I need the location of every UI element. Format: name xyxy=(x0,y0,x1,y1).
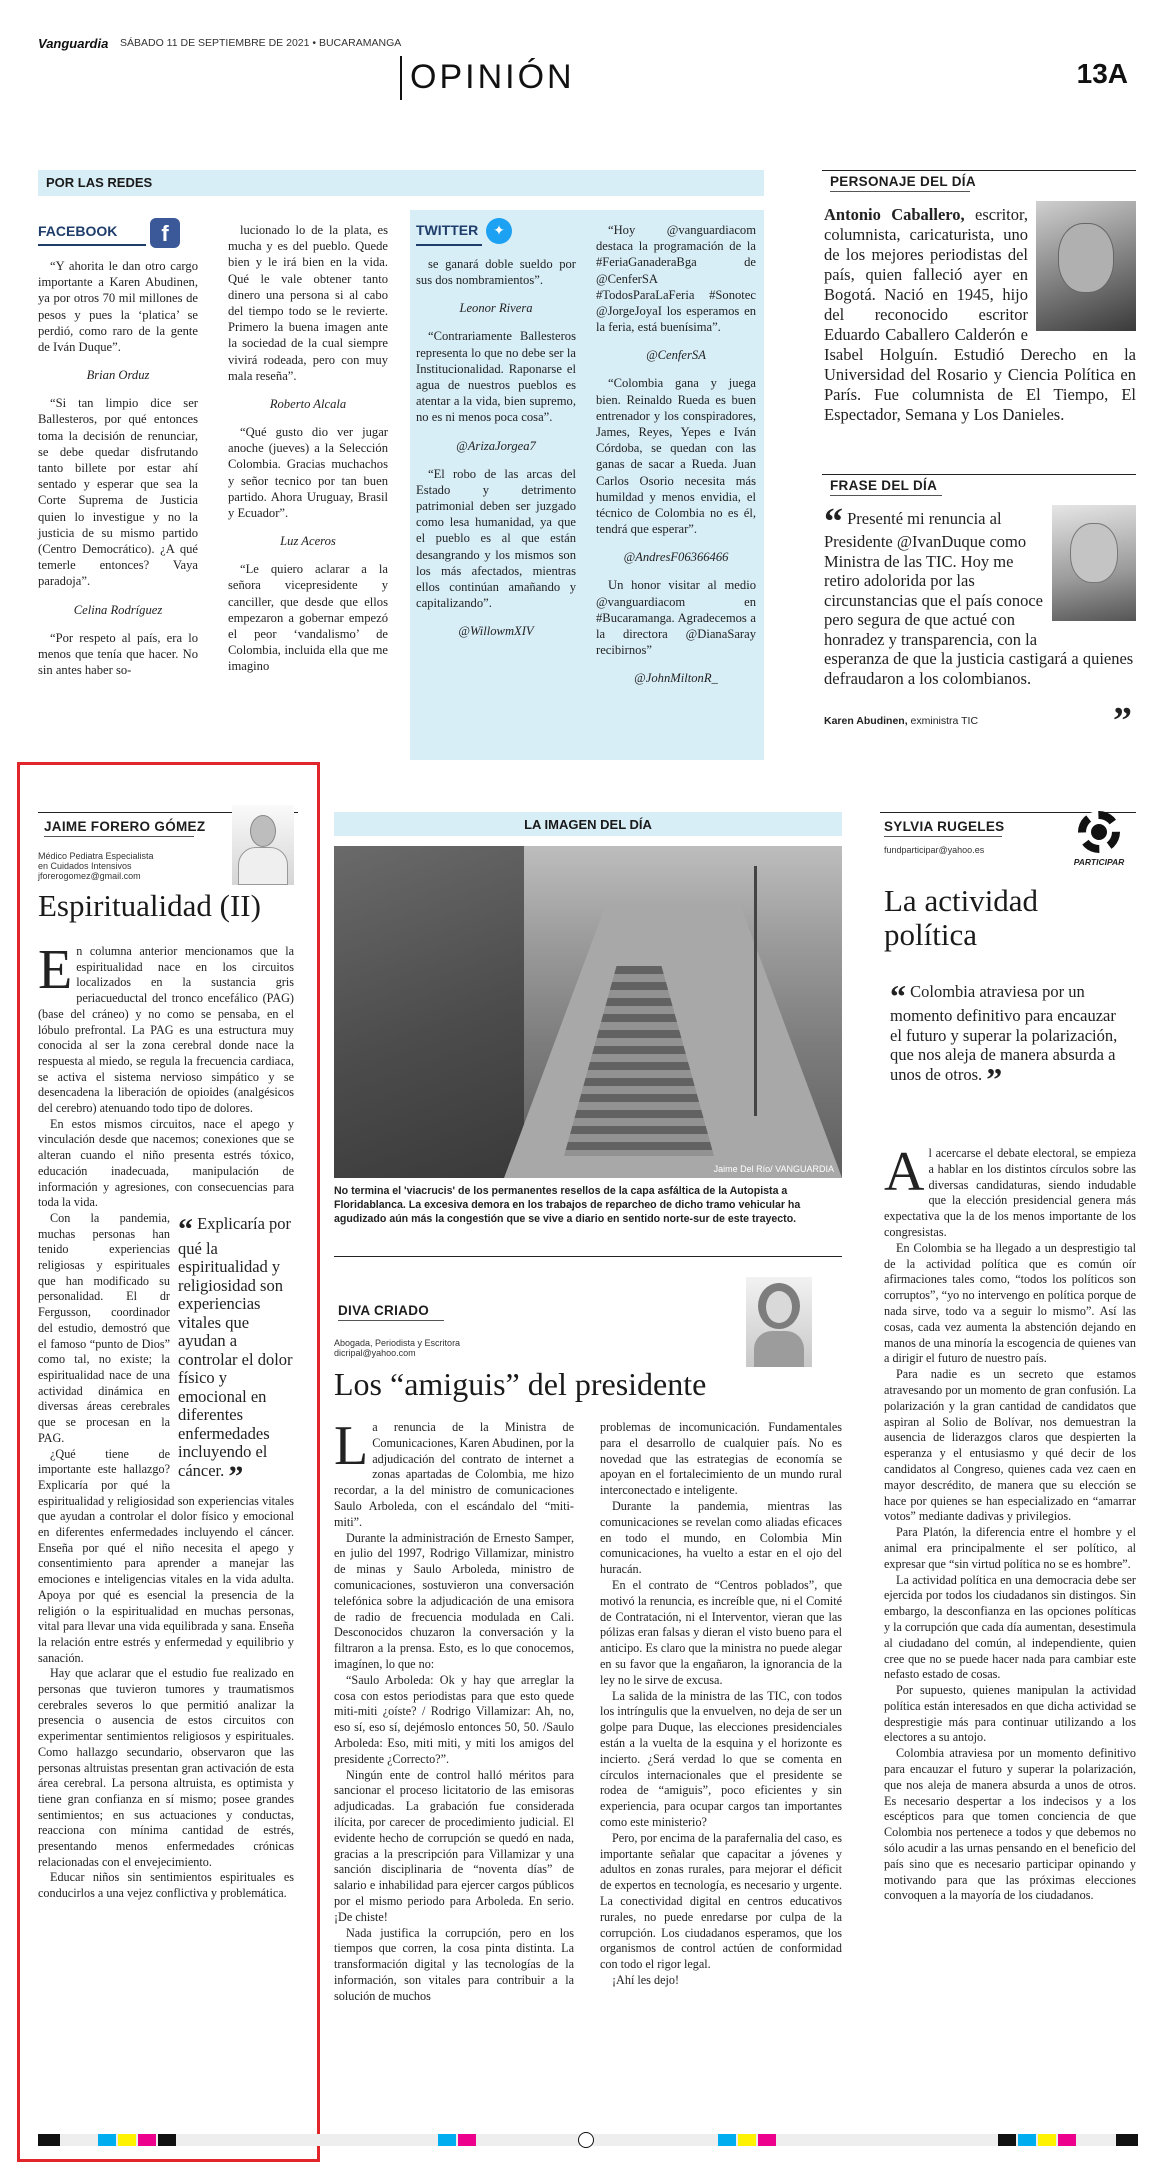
article-paragraph: Pero, por encima de la parafernalia del caso, es importante señalar que capacitar a jóvenes y adultos en zonas rurales, para mejorar el déficit de expertos en tecnología, es necesario y urgente. La conectividad digital en centros educativos rurales, no puede enredarse por culpa de la corrupción. Los ciudadanos esperamos, que los organismos de control actúen de conformidad con todo el rigor legal. xyxy=(600,1830,842,1972)
jaime-bio-line1: Médico Pediatra Especialista xyxy=(38,851,154,861)
facebook-header xyxy=(38,218,188,248)
reg-cyan xyxy=(438,2134,456,2146)
sylvia-pull-close-quote: ” xyxy=(986,1060,1003,1097)
post-text: “Qué gusto dio ver jugar anoche (jueves) a la Selección Colombia. Gracias muchachos y señor tecnico por tan buen partido. Ahora Uruguay, Brasil y Ecuador”. xyxy=(228,425,388,521)
sylvia-pull-open-quote: “ xyxy=(890,978,906,1014)
jaime-author-underline xyxy=(44,836,194,837)
diva-avatar xyxy=(746,1277,812,1367)
sylvia-author: SYLVIA RUGELES xyxy=(884,819,1005,834)
diva-title: Los “amiguis” del presidente xyxy=(334,1366,707,1402)
jaime-bio-line2: en Cuidados Intensivos xyxy=(38,861,132,871)
imagen-photo xyxy=(334,846,842,1178)
article-paragraph: En el contrato de “Centros poblados”, que motivó la renuncia, es increíble que, ni el Comité de Contratación, ni el Interventor, vieran que las pólizas eran falsas y dieran el visto bueno para el anticipo. Es claro que la ministra no puede alegar en su favor que la engañaron, la ignorancia de la ley no le sirve de excusa. xyxy=(600,1577,842,1687)
sylvia-lead: l acercarse el debate electoral, se empieza a hablar en los distintos círculos sobre las diversas candidaturas, siendo indudable que la elección presidencial genera más expectativa que la de los menos importante de los congresistas. xyxy=(884,1146,1136,1239)
sylvia-pull-quote xyxy=(890,978,1126,1097)
jaime-lead: n columna anterior mencionamos que la espiritualidad nace en los circuitos localizados en la sustancia gris periacueductal del tronco encefálico (PAG) (base del cráneo) y no como se pensaba, en el lóbulo prefrontal. La PAG es una estructura muy conocida al ser la zona cerebral donde nace la respuesta al miedo, se regula la frecuencia cardiaca, se activa el sistema nervioso simpático y se desencadena la liberación de opioides (analgésicos del cerebro) atenuando todo tipo de dolores. xyxy=(38,944,294,1116)
dateline: SÁBADO 11 DE SEPTIEMBRE DE 2021 • BUCARAMANGA xyxy=(120,37,402,49)
reg-cyan xyxy=(718,2134,736,2146)
personaje-body: escritor, columnista, caricaturista, uno de los mejores periodistas del país, quien falleció ayer en Bogotá. Nació en 1945, hijo del reconocido escritor Eduardo Caballero Calderón e Isabel Holguín. Estudió Derecho en la Universidad del Rosario y Ciencia Política en París. Fue columnista de El Tiempo, El Espectador, Semana y Los Danieles. xyxy=(824,205,1136,424)
frase-open-quote: “ xyxy=(824,501,843,543)
jaime-pull-text: Explicaría por qué la espiritualidad y religiosidad son experiencias vitales que ayudan a controlar el dolor físico y emocional en diferentes enfermedades incluyendo el cáncer. xyxy=(178,1213,293,1480)
article-paragraph: Durante la administración de Ernesto Samper, en julio del 1997, Rodrigo Villamizar, ministro de minas y Saulo Arboleda, ministro de comunicaciones, sostuvieron una conversación telefónica sobre la adjudicación de una emisora de radio de frecuencia modulada en Cali. Desconocidos chuzaron la conversación y la filtraron a la prensa. Esto, es lo que conocemos, imagínen, lo que no: xyxy=(334,1530,574,1671)
article-paragraph: Por supuesto, quienes manipulan la actividad política están interesados en que dicha actividad se desprestigie más para continuar utilizando a los electores a su antojo. xyxy=(884,1683,1136,1745)
reg-yellow xyxy=(118,2134,136,2146)
post-author: Luz Aceros xyxy=(280,534,336,549)
article-paragraph: En Colombia se ha llegado a un desprestigio tal de la actividad política que es común oír afirmaciones tales como, “todos los políticos son corruptos”, “yo no intervengo en política porque de nada sirve, todo va a seguir lo mismo”. Así las cosas, cada vez aumenta la abstención dejando en manos de una minoría la escogencia de quienes van a dirigir el futuro de nuestro país. xyxy=(884,1240,1136,1366)
reg-magenta xyxy=(458,2134,476,2146)
jaime-body xyxy=(38,939,294,1902)
registration-strip xyxy=(38,2134,1138,2146)
personaje-text xyxy=(824,205,1136,425)
facebook-label: FACEBOOK xyxy=(38,223,118,239)
imagen-streetlight xyxy=(754,866,757,1116)
post-author: Celina Rodríguez xyxy=(73,602,163,617)
article-paragraph: Colombia atraviesa por un momento definitivo para encauzar el futuro y superar la polarización, que nos aleja de manera absurda a unos de otros. Es necesario despertar a los indecisos y a los escépticos para que tomen conciencia de que Colombia nos pertenece a todos y que debemos no sólo acudir a las urnas pensando en el beneficio del país sino que es necesario participar opinando y motivando para que las próximas elecciones convoquen a la mayoría de los ciudadanos. xyxy=(884,1746,1136,1903)
registration-mark-icon xyxy=(578,2132,594,2148)
sylvia-byline xyxy=(880,812,1136,872)
post-author: @ArizaJorgea7 xyxy=(456,438,536,453)
post-text: “Hoy @vanguardiacom destaca la programación de la #FeriaGanaderaBga de @CenferSA #TodosParaLaFeria #Sonotec @JorgeJoyaI los esperamos en la feria, está buenísima”. xyxy=(596,223,756,335)
jaime-paragraph: Con la pandemia, muchas personas han tenido experiencias religiosas y espirituales que han modificado su personalidad. El dr Fergusson, coordinador del estudio, demostró que el famoso “punto de Dios” como tal, no existe; la espiritualidad nace de una actividad dinámica en diversas áreas cerebrales que se procesan en la PAG. xyxy=(38,1210,170,1445)
reg-black xyxy=(38,2134,60,2146)
frase-photo-float xyxy=(1044,509,1136,631)
redes-column-4 xyxy=(596,222,756,698)
diva-avatar-face xyxy=(766,1291,792,1323)
article-paragraph: ¡Ahí les dejo! xyxy=(612,1972,680,1987)
post-author: Roberto Alcala xyxy=(269,397,347,412)
frase-author-name: Karen Abudinen, xyxy=(824,715,908,727)
facebook-underline xyxy=(38,244,146,246)
diva-column-2 xyxy=(600,1420,842,1989)
imagen-hillside xyxy=(334,846,524,1178)
jaime-paragraph: Hay que aclarar que el estudio fue realizado en personas que tuvieron tumores y traumatismos cerebrales severos lo que permitió analizar la presencia o ausencia de estos circuitos con experimentar sentimientos religiosos y espirituales. Como hallazgo secundario, observaron que las personas altruistas presentan gran activación de esta área cerebral. La persona altruista, es optimista y tiene gran confianza en sí mismo; posee grandes sentimientos; en sus actuaciones y conductas, reacciona con mínima cantidad de estrés, presentando menos enfermedades crónicas relacionadas con el envejecimiento. xyxy=(38,1666,294,1869)
sylvia-author-underline xyxy=(884,836,1002,837)
section-title: OPINIÓN xyxy=(410,58,575,96)
imagen-header-bar xyxy=(334,812,842,836)
frase-close-quote: ” xyxy=(1113,700,1132,742)
jaime-bio xyxy=(38,851,154,881)
page-number: 13A xyxy=(1076,58,1128,89)
post-text: “Le quiero aclarar a la señora vicepresidente y canciller, que desde que ellos empezaron a gobernar empezó el peor ‘vandalismo’ de Colombia, incluida ella que me imagino xyxy=(228,562,388,674)
reg-magenta xyxy=(758,2134,776,2146)
personaje-label: PERSONAJE DEL DÍA xyxy=(830,174,976,189)
jaime-pull-close-quote: ” xyxy=(228,1459,244,1493)
twitter-header xyxy=(416,218,536,248)
post-text: se ganará doble sueldo por sus dos nombramientos”. xyxy=(416,257,576,288)
frase-label-underline xyxy=(830,495,942,496)
diva-bio xyxy=(334,1338,460,1358)
reg-black xyxy=(1116,2134,1138,2146)
diva-dropcap: L xyxy=(334,1415,369,1477)
article-paragraph: La actividad política en una democracia debe ser ejercida por todos los ciudadanos sin distingos. Sin embargo, la desconfianza en las opciones políticas y la corrupción que cada día aumentan, desestimula al ciudadano del común, al independiente, quien cree que no se puede hacer nada para cambiar este nefasto estado de cosas. xyxy=(884,1572,1136,1682)
personaje-label-underline xyxy=(830,191,970,192)
gear-icon-center xyxy=(1091,824,1107,840)
reg-cyan xyxy=(98,2134,116,2146)
reg-black xyxy=(158,2134,176,2146)
post-text: “Y ahorita le dan otro cargo importante a Karen Abudinen, ya por otros 70 mil millones de pesos y pues la ‘platica’ se perdió, como raro de la gente de Iván Duque”. xyxy=(38,259,198,355)
post-author: @AndresF06366466 xyxy=(623,550,729,565)
personaje-box xyxy=(822,170,1136,450)
jaime-avatar xyxy=(232,805,294,885)
frase-quote: Presenté mi renuncia al Presidente @IvanDuque como Ministra de las TIC. Hoy me retiro adolorida por las circunstancias que el país conoce pero segura de que actué con honradez y transparencia, con la esperanza de que la justicia castigará a quienes defraudaron a los colombianos. xyxy=(824,509,1134,688)
post-text: “El robo de las arcas del Estado y detrimento patrimonial deben ser juzgado como lesa humanidad, ya que el pueblo es al que están desangrando y los mismos son los más afectados, mientras ellos continúan amañando y capitalizando”. xyxy=(416,466,576,611)
post-text: lucionado lo de la plata, es mucha y es del pueblo. Quede bien y le irá bien en la vida. Qué le vale obtener tanto dinero una persona si al cabo del tiempo todo se le revierte. Primero la buena imagen ante la sociedad de la cual siempre vivirá rodeada, pero con muy mala reseña”. xyxy=(228,223,388,383)
frase-label: FRASE DEL DÍA xyxy=(830,478,938,493)
twitter-underline xyxy=(416,244,482,246)
reg-yellow xyxy=(1038,2134,1056,2146)
reg-black xyxy=(998,2134,1016,2146)
jaime-author: JAIME FORERO GÓMEZ xyxy=(44,819,206,834)
article-paragraph: a renuncia de la Ministra de Comunicaciones, Karen Abudinen, por la adjudicación del contrato de internet a zonas apartadas de Colombia, me hizo recordar, a la del ministro de comunicaciones Saulo Arboleda, con el escándalo del “miti-miti”. xyxy=(334,1420,574,1529)
diva-bio-line: Abogada, Periodista y Escritora xyxy=(334,1338,461,1348)
post-author: @CenferSA xyxy=(646,348,706,363)
article-paragraph: problemas de incomunicación. Fundamentales para el desarrollo de cualquier país. No es novedad que las estrategias de economía se apoyan en el fortalecimiento de un mundo rural interconectado e inteligente. xyxy=(600,1420,842,1498)
redes-title: POR LAS REDES xyxy=(46,175,153,190)
diva-avatar-body xyxy=(754,1331,804,1367)
jaime-avatar-body xyxy=(238,847,288,885)
article-paragraph: Para Platón, la diferencia entre el hombre y el animal era principalmente el ser político, al expresar que “sin virtud política no se es hombre”. xyxy=(884,1525,1136,1571)
article-paragraph: Durante la pandemia, mientras las comunicaciones se revelan como aliadas eficaces en todo el mundo, en Colombia Min comunicaciones, ha vuelto a estar en el ojo del huracán. xyxy=(600,1498,842,1577)
jaime-paragraph: Educar niños sin sentimientos espirituales es conducirlos a una vejez conflictiva y problemática. xyxy=(38,1870,294,1901)
post-author: Brian Orduz xyxy=(86,368,150,383)
personaje-photo-float xyxy=(1028,205,1136,341)
redes-column-1 xyxy=(38,258,198,678)
frase-text xyxy=(824,501,1136,688)
personaje-name: Antonio Caballero, xyxy=(824,205,965,224)
header-divider xyxy=(400,56,402,100)
article-paragraph: La salida de la ministra de las TIC, con todos los intríngulis que la envuelven, no deja de ser un golpe para Duque, las elecciones presidenciales están a la vuelta de la esquina y el horizonte es incierto. ¿Será verdad lo que se comenta en círculos internacionales que el presidente se rodea de “amiguis”, poco eficientes y sin experiencia, para ocupar cargos tan importantes como este ministerio? xyxy=(600,1688,842,1829)
redes-header-bar xyxy=(38,170,764,196)
twitter-label: TWITTER xyxy=(416,222,479,238)
imagen-credit: Jaime Del Río/ VANGUARDIA xyxy=(713,1164,834,1174)
jaime-byline xyxy=(38,812,298,882)
diva-email: dicripal@yahoo.com xyxy=(334,1348,416,1358)
jaime-email: jforerogomez@gmail.com xyxy=(38,871,141,881)
reg-magenta xyxy=(1058,2134,1076,2146)
jaime-pull-quote xyxy=(178,1212,294,1493)
imagen-label: LA IMAGEN DEL DÍA xyxy=(524,817,652,832)
participar-logo xyxy=(1064,811,1134,871)
jaime-avatar-head xyxy=(250,815,276,847)
imagen-caption: No termina el 'viacrucis' de los permanentes resellos de la capa asfáltica de la Autopista a Floridablanca. La excesiva demora en los trabajos de reparcheo de dicho tramo vehicular ha agudizado aún más la congestión que se vive a diario en sentido norte-sur de este trayecto. xyxy=(334,1185,801,1225)
frase-box xyxy=(822,474,1136,742)
sylvia-title: La actividad política xyxy=(884,883,1039,952)
sylvia-pull-text: Colombia atraviesa por un momento definitivo para encauzar el futuro y superar la polarización, que nos aleja de manera absurda a unos de otros. xyxy=(890,982,1118,1084)
sylvia-dropcap: A xyxy=(884,1141,925,1203)
reg-yellow xyxy=(738,2134,756,2146)
post-author: @JohnMiltonR_ xyxy=(634,671,718,686)
post-text: Un honor visitar al medio @vanguardiacom en #Bucaramanga. Agradecemos a la directora @DianaSaray recibirnos” xyxy=(596,578,756,658)
jaime-paragraph: En estos mismos circuitos, nace el apego y vinculación desde que nacemos; conexiones que se alteran cuando el niño presenta estrés tóxico, educación inadecuada, manipulación de información y agresiones, con consecuencias para toda la vida. xyxy=(38,1116,294,1210)
frase-author xyxy=(824,715,978,727)
jaime-pull-open-quote: “ xyxy=(178,1212,193,1246)
diva-author: DIVA CRIADO xyxy=(338,1303,430,1318)
twitter-icon: ✦ xyxy=(486,218,512,244)
sylvia-body xyxy=(884,1141,1136,1904)
facebook-icon: f xyxy=(150,218,180,248)
post-text: “Por respeto al país, era lo menos que tenía que hacer. No sin antes haber so- xyxy=(38,630,198,678)
frase-author-role: exministra TIC xyxy=(907,715,979,727)
jaime-title: Espiritualidad (II) xyxy=(38,888,261,923)
post-author: @WillowmXIV xyxy=(458,624,534,639)
reg-magenta xyxy=(138,2134,156,2146)
redes-column-2 xyxy=(228,222,388,675)
article-paragraph: Para nadie es un secreto que estamos atravesando por un momento de gran confusión. La polarización y la gran cantidad de candidatos que aspiran al Solio de Bolívar, nos demuestran la ausencia de liderazgos claros que despierten la esperanza y el entusiasmo y qué decir de los candidatos al Congreso, quienes cada vez caen en mayor descrédito, de manera que su elección se hace por quienes se han especializado en “amarrar votos” mediante dadivas y privilegios. xyxy=(884,1367,1136,1524)
brand-logo: Vanguardia xyxy=(38,36,109,51)
post-text: “Si tan limpio dice ser Ballesteros, por qué entonces toma la decisión de renunciar, se debe quedar disfrutando tanto billete por estar ahí sentado y esperar que sea la Corte Suprema de Justicia quien lo investigue y no la justicia de su mismo partido (Centro Democrático). ¿A qué temerle entonces? Vaya paradoja”. xyxy=(38,396,198,589)
post-text: “Colombia gana y juega bien. Reinaldo Rueda es buen entrenador y los conspiradores, James, Reyes, Yepes e Iván Córdoba, se quedan con las ganas de sacar a Rueda. Juan Carlos Osorio necesita más humildad y menos envidia, el técnico de Colombia no es él, tendrá que esperar”. xyxy=(596,376,756,537)
participar-logo-text: PARTICIPAR xyxy=(1073,857,1125,867)
diva-byline xyxy=(334,1256,842,1336)
diva-column-1 xyxy=(334,1415,574,2004)
jaime-dropcap: E xyxy=(38,939,73,1001)
sylvia-email: fundparticipar@yahoo.es xyxy=(884,845,985,855)
masthead xyxy=(38,34,1138,94)
article-paragraph: “Saulo Arboleda: Ok y hay que arreglar la cosa con estos periodistas para que esto quede miti-miti ¿oíste? / Rodrigo Villamizar: Ah, no, eso sí, eso sí, dejémoslo entonces 50, 50. /Saulo Arboleda: Eso, miti miti, y miti los amigos del presidente ¿Correcto?”. xyxy=(334,1672,574,1766)
jaime-paragraph: ¿Qué tiene de importante este hallazgo? Explicaría por qué la espiritualidad y religiosidad son experiencias vitales que ayudan a controlar el dolor físico y emocional en diferentes enfermedades incluyendo el cáncer. Enseña por qué el niño necesita el apego y consentimiento para aprender a manejar las emociones e inteligencias vitales en la vida adulta. Apoya por qué es esencial la presencia de la religión o la espiritualidad en muchas personas, vital para llevar una vida equilibrada y sana. Enseña la relación entre estrés y enfermedad y equilibrio y sanación. xyxy=(38,1446,294,1665)
post-author: Leonor Rivera xyxy=(459,301,533,316)
redes-column-3 xyxy=(416,256,576,651)
post-text: “Contrariamente Ballesteros representa lo que no debe ser la Institucionalidad. Raponarse el agua de nuestros pueblos es atentar a la vida, bien supremo, no es ni menos poca cosa”. xyxy=(416,329,576,425)
diva-author-underline xyxy=(338,1320,444,1321)
article-paragraph: Ningún ente de control halló méritos para sancionar el proceso licitatorio de las emisoras adjudicadas. La grabación fue considerada ilícita, por carecer de procedimiento judicial. El evidente hecho de corrupción se quedó en nada, gracias a la prescripción para Villamizar y una sanción disciplinaria de “noventa días” de salario e inhabilidad para ejercer cargos públicos por el mismo periodo para Arboleda. En serio. ¡De chiste! xyxy=(334,1767,574,1924)
reg-cyan xyxy=(1018,2134,1036,2146)
article-paragraph: Nada justifica la corrupción, pero en los tiempos que corren, la cosa pinta distinta. La transformación digital y las tecnologías de la información, son vitales para contribuir a la solución de muchos xyxy=(334,1925,574,2003)
